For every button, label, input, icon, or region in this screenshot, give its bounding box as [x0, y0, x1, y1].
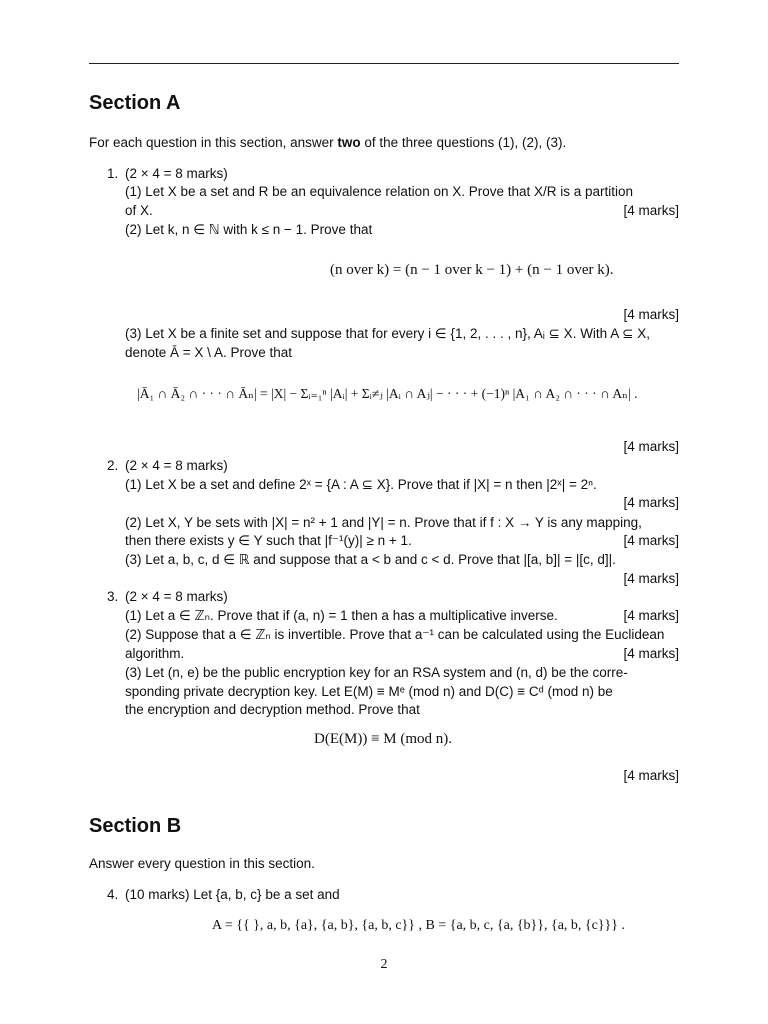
q1-part1-text: of X.: [125, 203, 153, 218]
q1-part2-marks: [4 marks]: [623, 307, 679, 322]
intro-pre: For each question in this section, answer: [89, 135, 338, 150]
q3-part2-marks: [4 marks]: [623, 646, 679, 661]
q1-part1-line2: [125, 201, 679, 220]
q1-inclusion-exclusion-equation: |Ā₁ ∩ Ā₂ ∩ · · · ∩ Āₙ| = |X| − Σᵢ₌₁ⁿ |Aᵢ| + Σᵢ≠ⱼ |Aᵢ ∩ Aⱼ| − · · · + (−1)ⁿ |A₁ ∩ A₂ ∩ · · · ∩ Aₙ| .: [137, 386, 638, 401]
top-rule: [89, 63, 679, 64]
q3-part3-line1: (3) Let (n, e) be the public encryption key for an RSA system and (n, d) be the corre-: [125, 665, 628, 680]
q3-part2-line2: [125, 644, 679, 663]
intro-bold: two: [337, 135, 361, 150]
q3-number: 3.: [107, 589, 119, 604]
q2-part2-marks: [4 marks]: [623, 533, 679, 548]
q2-part2-line2: [125, 531, 679, 550]
q1-number: 1.: [107, 166, 119, 181]
section-b-title: Section B: [89, 815, 182, 837]
q1-part2-line1: (2) Let k, n ∈ ℕ with k ≤ n − 1. Prove that: [125, 222, 373, 237]
q1-part3-marks: [4 marks]: [623, 439, 679, 454]
page-number: 2: [380, 957, 388, 972]
q3-rsa-equation: D(E(M)) ≡ M (mod n).: [314, 731, 453, 747]
q3-part1-text: (1) Let a ∈ ℤₙ. Prove that if (a, n) = 1 then a has a multiplicative inverse.: [125, 608, 558, 623]
q3-part2-line1: (2) Suppose that a ∈ ℤₙ is invertible. Prove that a⁻¹ can be calculated using the Euclidean: [125, 627, 665, 642]
q2-number: 2.: [107, 458, 119, 473]
q1-binomial-equation: (n over k) = (n − 1 over k − 1) + (n − 1 over k).: [330, 262, 614, 278]
q2-part3-line1: (3) Let a, b, c, d ∈ ℝ and suppose that a < b and c < d. Prove that |[a, b]| = |[c, d]|.: [125, 552, 616, 567]
section-a-title: Section A: [89, 92, 181, 114]
q3-part1-line1: [125, 606, 679, 625]
q3-heading: (2 × 4 = 8 marks): [125, 589, 228, 604]
q3-part2-text: algorithm.: [125, 646, 185, 661]
q3-part3-marks: [4 marks]: [623, 768, 679, 783]
intro-post: of the three questions (1), (2), (3).: [360, 135, 567, 150]
q1-part1-line1: (1) Let X be a set and R be an equivalence relation on X. Prove that X/R is a partition: [125, 184, 634, 199]
q2-part1-line1: (1) Let X be a set and define 2ˣ = {A : A ⊆ X}. Prove that if |X| = n then |2ˣ| = 2ⁿ.: [125, 477, 597, 492]
q1-part3-line1: (3) Let X be a finite set and suppose that for every i ∈ {1, 2, . . . , n}, Aᵢ ⊆ X. With A ⊆ X,: [125, 326, 651, 341]
q2-part1-marks: [4 marks]: [623, 495, 679, 510]
q1-part3-line2: denote Ā = X \ A. Prove that: [125, 345, 292, 360]
q4-line1: (10 marks) Let {a, b, c} be a set and: [125, 887, 340, 902]
q1-heading: (2 × 4 = 8 marks): [125, 166, 228, 181]
q3-part3-line2: sponding private decryption key. Let E(M) ≡ Mᵉ (mod n) and D(C) ≡ Cᵈ (mod n) be: [125, 684, 613, 699]
q4-number: 4.: [107, 887, 119, 902]
q2-part2-line1: (2) Let X, Y be sets with |X| = n² + 1 and |Y| = n. Prove that if f : X → Y is any mapping,: [125, 515, 642, 530]
q3-part1-marks: [4 marks]: [623, 608, 679, 623]
q1-part1-marks: [4 marks]: [623, 203, 679, 218]
q2-heading: (2 × 4 = 8 marks): [125, 458, 228, 473]
q2-part2-text: then there exists y ∈ Y such that |f⁻¹(y)| ≥ n + 1.: [125, 533, 412, 548]
q3-part3-line3: the encryption and decryption method. Prove that: [125, 702, 420, 717]
q4-set-equation: A = {{ }, a, b, {a}, {a, b}, {a, b, c}} , B = {a, b, c, {a, {b}}, {a, b, {c}}} .: [212, 918, 625, 933]
section-a-intro: [89, 133, 566, 152]
q2-part3-marks: [4 marks]: [623, 571, 679, 586]
section-b-intro: Answer every question in this section.: [89, 856, 315, 871]
